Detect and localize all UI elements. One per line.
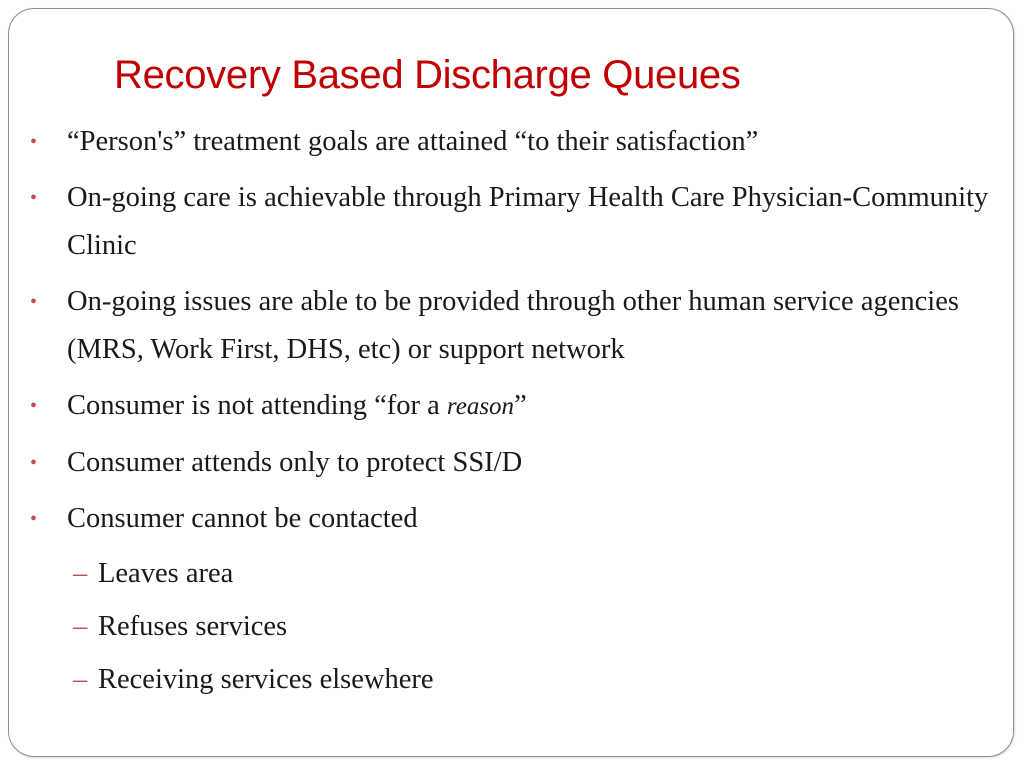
sub-bullet-dash-icon: – [73, 611, 88, 642]
bullet-item [30, 174, 1020, 270]
bullet-text: On-going issues are able to be provided through other human service agencies (MRS, Work First, DHS, etc) or support network [67, 286, 959, 365]
bullet-text: Consumer attends only to protect SSI/D [67, 447, 523, 478]
bullet-text-part: ” [514, 390, 527, 421]
bullet-dot-icon: • [30, 291, 38, 313]
slide-title: Recovery Based Discharge Queues [114, 53, 741, 97]
bullet-item [30, 118, 1020, 166]
bullet-dot-icon: • [30, 131, 38, 153]
bullet-dot-icon: • [30, 187, 38, 209]
sub-bullet-item [30, 657, 1020, 702]
sub-bullet-dash-icon: – [73, 558, 88, 589]
sub-bullet-item [30, 604, 1020, 649]
sub-bullet-text: Receiving services elsewhere [98, 664, 434, 695]
bullet-item [30, 382, 1020, 431]
bullet-text: Consumer cannot be contacted [67, 503, 418, 534]
sub-bullet-dash-icon: – [73, 664, 88, 695]
sub-bullet-text: Refuses services [98, 611, 288, 642]
bullet-dot-icon: • [30, 508, 38, 530]
bullet-text-italic: reason [446, 393, 515, 420]
bullet-dot-icon: • [30, 395, 38, 417]
bullet-item [30, 495, 1020, 543]
bullet-text [67, 382, 1020, 431]
sub-bullet-item [30, 551, 1020, 596]
bullet-item [30, 439, 1020, 487]
sub-bullet-text: Leaves area [98, 558, 234, 589]
bullet-list [30, 118, 1020, 710]
bullet-text-part: Consumer is not attending “for a [67, 390, 447, 421]
bullet-item [30, 278, 1020, 374]
bullet-dot-icon: • [30, 452, 38, 474]
bullet-text: “Person's” treatment goals are attained “to their satisfaction” [67, 126, 759, 157]
bullet-text: On-going care is achievable through Primary Health Care Physician-Community Clinic [67, 182, 989, 261]
